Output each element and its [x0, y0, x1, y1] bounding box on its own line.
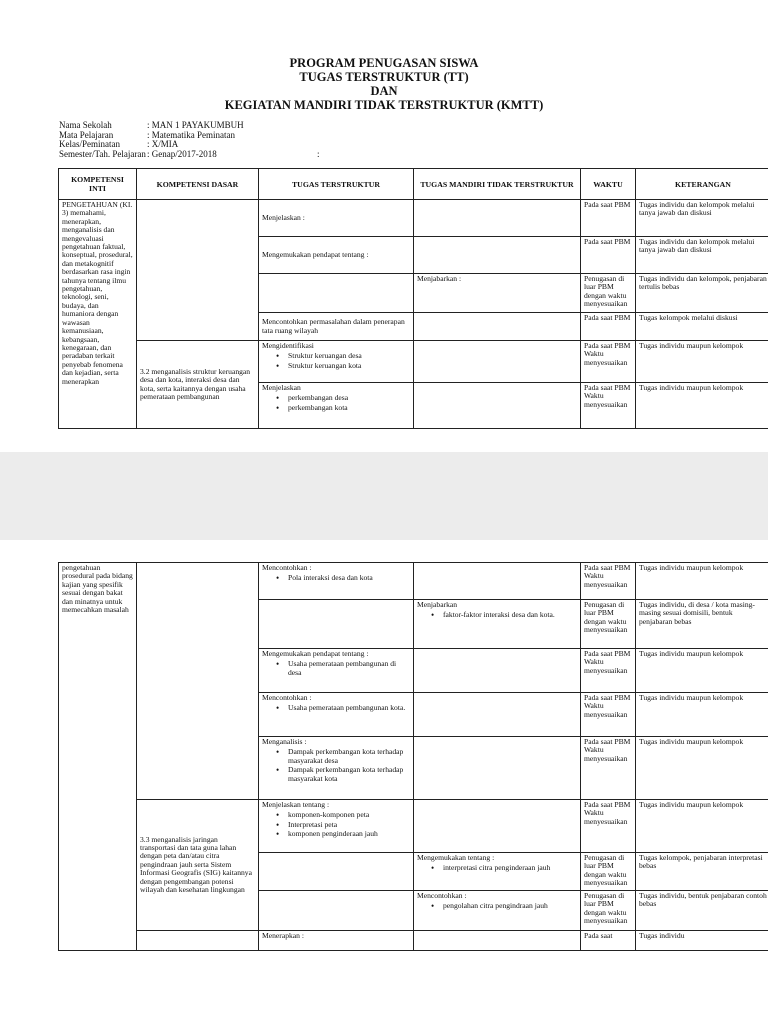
kmtt-cell: [414, 341, 581, 383]
tt-list: [276, 660, 410, 677]
col-header-kmtt: TUGAS MANDIRI TIDAK TERSTRUKTUR: [414, 169, 581, 200]
kmtt-cell: [414, 383, 581, 429]
document-page-2: [0, 540, 768, 1024]
tt-cell: [259, 600, 414, 649]
tt-label: Mengemukakan pendapat tentang :: [262, 649, 369, 658]
col-header-kd: KOMPETENSI DASAR: [137, 169, 259, 200]
ket-cell: Tugas individu maupun kelompok: [636, 649, 768, 693]
list-item: • pengolahan citra pengindraan jauh: [431, 902, 577, 910]
tt-cell: [259, 737, 414, 800]
table-header-row: [59, 169, 768, 200]
tt-cell: [259, 383, 414, 429]
ket-cell: Tugas individu maupun kelompok: [636, 737, 768, 800]
table-row: [59, 931, 768, 951]
tt-label: Menjelaskan tentang :: [262, 800, 330, 809]
kmtt-cell: [414, 800, 581, 853]
kd-cell-empty: [137, 931, 259, 951]
document-page-1: [0, 0, 768, 452]
list-item: • Dampak perkembangan kota terhadap masyarakat kota: [276, 766, 410, 783]
ket-cell: Tugas individu, bentuk penjabaran contoh bebas: [636, 891, 768, 931]
kmtt-list: [431, 611, 577, 619]
assignment-table-page-1: [58, 168, 768, 429]
tt-label: Menjelaskan: [262, 383, 301, 392]
waktu-cell: Pada saat PBM: [581, 237, 636, 274]
ket-cell: Tugas individu, di desa / kota masing-masing sesuai domisili, bentuk penjabaran bebas: [636, 600, 768, 649]
list-item: • Pola interaksi desa dan kota: [276, 574, 410, 582]
list-item: • Usaha pemerataan pembangunan di desa: [276, 660, 410, 677]
kmtt-cell: [414, 931, 581, 951]
tt-cell: [259, 891, 414, 931]
kmtt-label: Mencontohkan :: [417, 891, 467, 900]
list-item: • perkembangan desa: [276, 394, 410, 402]
list-item: • perkembangan kota: [276, 404, 410, 412]
kmtt-list: [431, 864, 577, 872]
ket-cell: Tugas individu dan kelompok melalui tanya jawab dan diskusi: [636, 200, 768, 237]
waktu-cell: Pada saat PBM Waktu menyesuaikan: [581, 737, 636, 800]
ket-cell: Tugas individu dan kelompok, penjabaran tertulis bebas: [636, 274, 768, 313]
tt-cell: [259, 274, 414, 313]
kd-cell-empty: [137, 200, 259, 341]
info-extra: :: [317, 148, 320, 159]
kmtt-cell: [414, 600, 581, 649]
info-row: [59, 150, 320, 160]
info-key: Kelas/Peminatan: [59, 139, 120, 149]
waktu-cell: Penugasan di luar PBM dengan waktu menyesuaikan: [581, 274, 636, 313]
list-item: • komponen-komponen peta: [276, 811, 410, 819]
kmtt-label: Mengemukakan tentang :: [417, 853, 495, 862]
info-value: : MAN 1 PAYAKUMBUH: [147, 120, 244, 130]
kmtt-cell: [414, 737, 581, 800]
info-value: : Matematika Peminatan: [147, 129, 235, 140]
ki-cell: PENGETAHUAN (KI. 3) memahami, menerapkan, menganalisis dan mengevaluasi pengetahuan faktual, konseptual, prosedural, dan metakognitif berdasarkan rasa ingin tahunya tentang ilmu pengetahuan, teknologi, seni, budaya, dan humaniora dengan wawasan kemanusiaan, kebangsaan, kenegaraan, dan peradaban terkait penyebab fenomena dan kejadian, serta menerapkan: [59, 200, 137, 429]
waktu-cell: Pada saat PBM Waktu menyesuaikan: [581, 693, 636, 737]
tt-cell: [259, 853, 414, 891]
kmtt-cell: Menjabarkan :: [414, 274, 581, 313]
kmtt-cell: [414, 200, 581, 237]
tt-cell: [259, 800, 414, 853]
table-row: [59, 800, 768, 853]
waktu-cell: Pada saat PBM Waktu menyesuaikan: [581, 800, 636, 853]
waktu-cell: Pada saat PBM Waktu menyesuaikan: [581, 563, 636, 600]
tt-list: [276, 748, 410, 783]
tt-cell: [259, 649, 414, 693]
doc-title-line-1: PROGRAM PENUGASAN SISWA: [289, 56, 479, 70]
tt-cell: [259, 341, 414, 383]
waktu-cell: Pada saat PBM Waktu menyesuaikan: [581, 649, 636, 693]
kmtt-cell: [414, 853, 581, 891]
kmtt-cell: [414, 313, 581, 341]
tt-label: Menganalisis :: [262, 737, 307, 746]
ket-cell: Tugas individu dan kelompok melalui tanya jawab dan diskusi: [636, 237, 768, 274]
doc-title-line-3: DAN: [370, 84, 398, 98]
kmtt-cell: [414, 649, 581, 693]
list-item: • Dampak perkembangan kota terhadap masyarakat desa: [276, 748, 410, 765]
waktu-cell: Pada saat: [581, 931, 636, 951]
list-item: • Struktur keruangan desa: [276, 352, 410, 360]
table-row: [59, 341, 768, 383]
list-item: • komponen penginderaan jauh: [276, 830, 410, 838]
ket-cell: Tugas kelompok melalui diskusi: [636, 313, 768, 341]
tt-list: [276, 352, 410, 370]
tt-cell: Menerapkan :: [259, 931, 414, 951]
tt-cell: Mengemukakan pendapat tentang :: [259, 237, 414, 274]
ki-cell: pengetahuan prosedural pada bidang kajian yang spesifik sesuai dengan bakat dan minatnya untuk memecahkan masalah: [59, 563, 137, 951]
info-key: Mata Pelajaran: [59, 129, 114, 140]
ket-cell: Tugas individu maupun kelompok: [636, 563, 768, 600]
ket-cell: Tugas individu maupun kelompok: [636, 341, 768, 383]
ket-cell: Tugas individu maupun kelompok: [636, 693, 768, 737]
tt-cell: [259, 693, 414, 737]
waktu-cell: Pada saat PBM Waktu menyesuaikan: [581, 341, 636, 383]
kmtt-label: Menjabarkan: [417, 600, 458, 609]
waktu-cell: Penugasan di luar PBM dengan waktu menyesuaikan: [581, 600, 636, 649]
table-row: [59, 200, 768, 237]
info-key: Nama Sekolah: [59, 120, 112, 130]
waktu-cell: Pada saat PBM: [581, 200, 636, 237]
tt-cell: Menjelaskan :: [259, 200, 414, 237]
waktu-cell: Pada saat PBM Waktu menyesuaikan: [581, 383, 636, 429]
tt-list: [276, 811, 410, 838]
list-item: • Struktur keruangan kota: [276, 362, 410, 370]
doc-title-line-4: KEGIATAN MANDIRI TIDAK TERSTRUKTUR (KMTT): [224, 98, 544, 112]
waktu-cell: Penugasan di luar PBM dengan waktu menyesuaikan: [581, 853, 636, 891]
info-value: : X/MIA: [147, 139, 179, 149]
tt-cell: [259, 563, 414, 600]
ket-cell: Tugas individu: [636, 931, 768, 951]
tt-label: Mencontohkan :: [262, 563, 312, 572]
info-value: : Genap/2017-2018: [147, 148, 217, 159]
kd-cell-empty: [137, 563, 259, 800]
col-header-waktu: WAKTU: [581, 169, 636, 200]
kmtt-cell: [414, 693, 581, 737]
assignment-table-page-2: [58, 562, 768, 951]
info-key: Semester/Tah. Pelajaran: [59, 148, 146, 159]
tt-label: Mengidentifikasi: [262, 341, 314, 350]
kd-cell: 3.2 menganalisis struktur keruangan desa dan kota, interaksi desa dan kota, serta kaitannya dengan usaha pemerataan pembangunan: [137, 341, 259, 429]
school-info: [59, 121, 320, 159]
ket-cell: Tugas kelompok, penjabaran interpretasi bebas: [636, 853, 768, 891]
tt-label: Mencontohkan :: [262, 693, 312, 702]
tt-list: [276, 574, 410, 582]
table-row: [59, 563, 768, 600]
col-header-ket: KETERANGAN: [636, 169, 768, 200]
col-header-ki: KOMPETENSI INTI: [59, 169, 137, 200]
waktu-cell: Pada saat PBM: [581, 313, 636, 341]
list-item: • faktor-faktor interaksi desa dan kota.: [431, 611, 577, 619]
doc-title-line-2: TUGAS TERSTRUKTUR (TT): [299, 70, 469, 84]
kmtt-cell: [414, 563, 581, 600]
kmtt-cell: [414, 891, 581, 931]
kmtt-cell: [414, 237, 581, 274]
ket-cell: Tugas individu maupun kelompok: [636, 800, 768, 853]
kd-cell: 3.3 menganalisis jaringan transportasi dan tata guna lahan dengan peta dan/atau citra pengindraan jauh serta Sistem Informasi Geografis (SIG) kaitannya dengan pengembangan potensi wilayah dan kesehatan lingkungan: [137, 800, 259, 931]
tt-list: [276, 704, 410, 712]
tt-list: [276, 394, 410, 412]
col-header-tt: TUGAS TERSTRUKTUR: [259, 169, 414, 200]
waktu-cell: Penugasan di luar PBM dengan waktu menyesuaikan: [581, 891, 636, 931]
kmtt-list: [431, 902, 577, 910]
list-item: • Interpretasi peta: [276, 821, 410, 829]
tt-cell: Mencontohkan permasalahan dalam penerapan tata ruang wilayah: [259, 313, 414, 341]
list-item: • interpretasi citra penginderaan jauh: [431, 864, 577, 872]
list-item: • Usaha pemerataan pembangunan kota.: [276, 704, 410, 712]
ket-cell: Tugas individu maupun kelompok: [636, 383, 768, 429]
